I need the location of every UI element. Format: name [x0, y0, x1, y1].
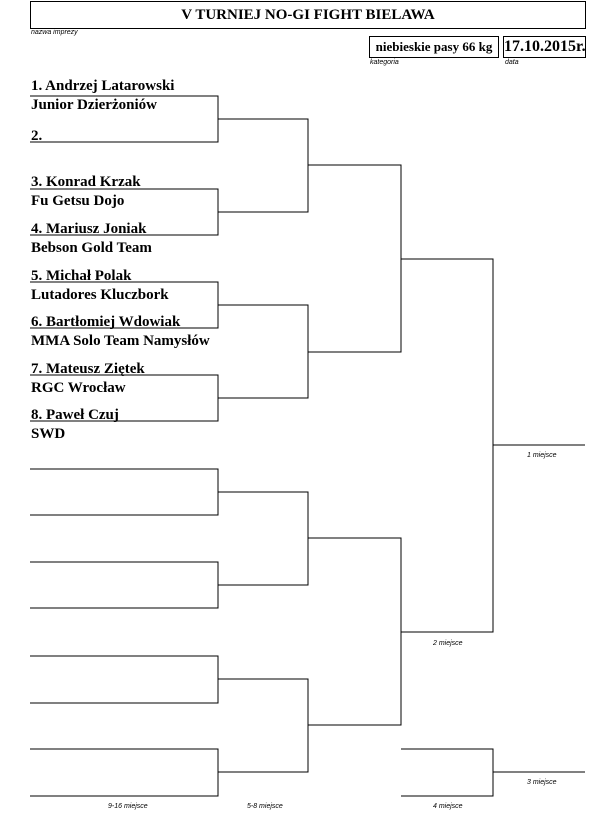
bracket-match-6 [30, 562, 218, 608]
competitor-2-name: 2. [31, 128, 43, 144]
bracket-sf-1 [308, 165, 401, 352]
competitor-7-club: RGC Wrocław [31, 380, 126, 396]
competitor-7-name: 7. Mateusz Ziętek [31, 361, 145, 377]
category-field: niebieskie pasy 66 kg [369, 36, 499, 58]
place-fourth-label: 4 miejsce [433, 803, 463, 810]
competitor-4-club: Bebson Gold Team [31, 240, 152, 256]
bracket-qf-3 [218, 492, 308, 585]
competitor-6-name: 6. Bartłomiej Wdowiak [31, 314, 181, 330]
event-caption: nazwa imprezy [31, 29, 78, 36]
competitor-3-name: 3. Konrad Krzak [31, 174, 141, 190]
competitor-4-name: 4. Mariusz Joniak [31, 221, 147, 237]
competitor-1-club: Junior Dzierżoniów [31, 97, 157, 113]
bracket-qf-1 [218, 119, 308, 212]
place-first-label: 1 miejsce [527, 452, 557, 459]
category-caption: kategoria [370, 59, 399, 66]
competitor-5-name: 5. Michał Polak [31, 268, 132, 284]
competitor-1-name: 1. Andrzej Latarowski [31, 78, 175, 94]
bracket-match-7 [30, 656, 218, 703]
bracket-third-place [401, 749, 493, 796]
date-field: 17.10.2015r. [503, 36, 586, 58]
competitor-8-name: 8. Paweł Czuj [31, 407, 119, 423]
competitor-5-club: Lutadores Kluczbork [31, 287, 169, 303]
competitor-8-club: SWD [31, 426, 66, 442]
place-second-label: 2 miejsce [433, 640, 463, 647]
place-third-label: 3 miejsce [527, 779, 557, 786]
competitor-6-club: MMA Solo Team Namysłów [31, 333, 210, 349]
event-title: V TURNIEJ NO-GI FIGHT BIELAWA [30, 1, 586, 29]
bracket-match-5 [30, 469, 218, 515]
place-fifth-eighth-label: 5-8 miejsce [247, 803, 283, 810]
bracket-final [401, 259, 493, 632]
bracket-qf-4 [218, 679, 308, 772]
bracket-qf-2 [218, 305, 308, 398]
bracket-sf-2 [308, 538, 401, 725]
bracket-match-8 [30, 749, 218, 796]
place-ninth-sixteenth-label: 9-16 miejsce [108, 803, 148, 810]
date-caption: data [505, 59, 519, 66]
competitor-3-club: Fu Getsu Dojo [31, 193, 125, 209]
